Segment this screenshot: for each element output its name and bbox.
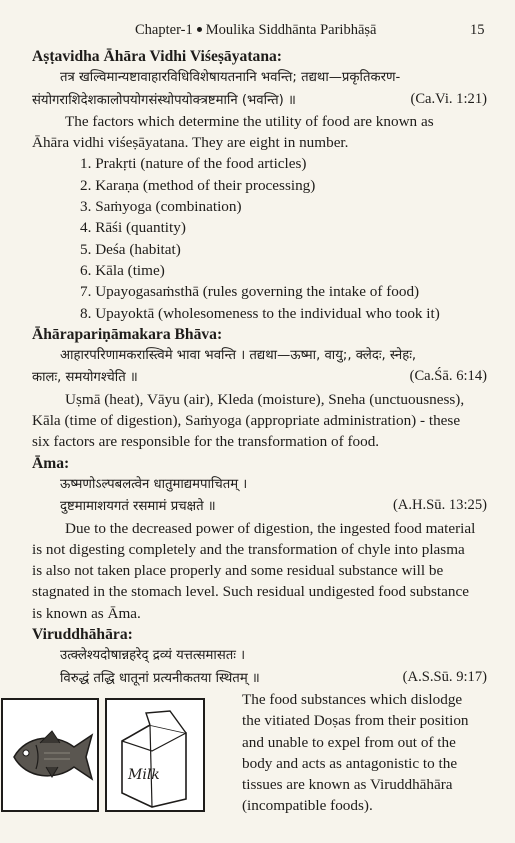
paragraph-line: six factors are responsible for the transformation of food. (32, 433, 380, 451)
list-item: 5. Deśa (habitat) (80, 240, 181, 258)
paragraph-line: body and acts as antagonistic to the (242, 754, 458, 772)
header-title (135, 22, 376, 39)
list-item: 8. Upayoktā (wholesomeness to the individual who took it) (80, 304, 440, 322)
running-header (0, 22, 515, 42)
page-number: 15 (470, 22, 485, 38)
sanskrit-verse-line: संयोगराशिदेशकालोपयोगसंस्थोपयोक्त्रष्टमानि (भवन्ति) ॥ (32, 92, 296, 108)
paragraph-line: is also not taken place properly and some residual substance will be (32, 562, 444, 580)
sanskrit-verse-line: कालः, समयोगश्चेति ॥ (32, 370, 138, 386)
citation: (A.S.Sū. 9:17) (402, 668, 487, 685)
section-heading-ama: Āma: (32, 454, 70, 472)
paragraph-line: the vitiated Doṣas from their position (242, 712, 469, 730)
sanskrit-verse-line: विरुद्धं तद्धि धातूनां प्रत्यनीकतया स्थितम् ॥ (60, 670, 260, 686)
list-item: 6. Kāla (time) (80, 261, 165, 279)
fish-and-milk-illustration (0, 695, 206, 817)
sanskrit-verse-row (32, 89, 487, 111)
paragraph-line: and unable to expel from out of the (242, 733, 456, 751)
citation: (Ca.Vi. 1:21) (410, 90, 487, 107)
sanskrit-verse-line: उत्क्लेश्यदोषान्नहरेद् द्रव्यं यत्तत्समासतः । (60, 648, 246, 664)
list-item: 7. Upayogasaṁsthā (rules governing the intake of food) (80, 283, 420, 301)
paragraph-line: stagnated in the stomach level. Such residual undigested food substance (32, 583, 469, 601)
list-item: 3. Saṁyoga (combination) (80, 198, 242, 216)
page-body (32, 46, 487, 817)
list-item: 1. Prakṛti (nature of the food articles) (80, 155, 307, 173)
sanskrit-verse-row (32, 495, 487, 517)
sanskrit-verse-row (32, 667, 487, 689)
paragraph-line: The factors which determine the utility of food are known as (65, 112, 434, 130)
paragraph-line: is known as Āma. (32, 604, 141, 622)
header-chapter: Chapter-1 (135, 22, 193, 38)
paragraph-line: Due to the decreased power of digestion, the ingested food material (65, 519, 476, 537)
sanskrit-verse-line: आहारपरिणामकरास्त्विमे भावा भवन्ति । तद्यथा—ऊष्मा, वायु;, क्लेदः, स्नेहः, (60, 348, 417, 364)
factor-list (32, 153, 487, 323)
fish-illustration (2, 699, 98, 811)
header-title-text: Moulika Siddhānta Paribhāṣā (205, 22, 377, 38)
viruddhahara-definition (242, 689, 487, 817)
sanskrit-verse-line: तत्र खल्विमान्यष्टावाहारविधिविशेषायतनानि भवन्ति; तद्यथा—प्रकृतिकरण- (60, 70, 401, 86)
section-heading-viruddhahara: Viruddhāhāra: (32, 626, 133, 644)
bullet-icon (197, 27, 202, 32)
paragraph-line: (incompatible foods). (242, 797, 373, 815)
illustration-block (32, 689, 487, 817)
paragraph-line: Uṣmā (heat), Vāyu (air), Kleda (moisture), Sneha (unctuousness), (65, 390, 465, 408)
paragraph-line: The food substances which dislodge (242, 690, 463, 708)
paragraph-line: is not digesting completely and the transformation of chyle into plasma (32, 540, 465, 558)
list-item: 4. Rāśi (quantity) (80, 219, 186, 237)
section-heading-ahara-vidhi: Aṣṭavidha Āhāra Vidhi Viśeṣāyatana: (32, 48, 282, 65)
paragraph-line: Kāla (time of digestion), Saṁyoga (appropriate administration) - these (32, 412, 461, 430)
paragraph-line: tissues are known as Viruddhāhāra (242, 776, 453, 794)
citation: (A.H.Sū. 13:25) (392, 497, 487, 514)
section-heading-ahara-parinama: Āhārapariṇāmakara Bhāva: (32, 325, 223, 343)
list-item: 2. Karaṇa (method of their processing) (80, 176, 316, 194)
paragraph-line: Āhāra vidhi viśeṣāyatana. They are eight in number. (32, 134, 349, 152)
citation: (Ca.Śā. 6:14) (409, 368, 487, 385)
sanskrit-verse-line: दुष्टमामाशयगतं रसमामं प्रचक्षते ॥ (60, 499, 216, 515)
milk-carton-illustration (106, 699, 204, 811)
milk-label: Milk (128, 766, 160, 783)
sanskrit-verse-line: ऊष्मणोऽल्पबलत्वेन धातुमाद्यमपाचितम् । (60, 476, 248, 492)
sanskrit-verse-row (32, 366, 487, 388)
